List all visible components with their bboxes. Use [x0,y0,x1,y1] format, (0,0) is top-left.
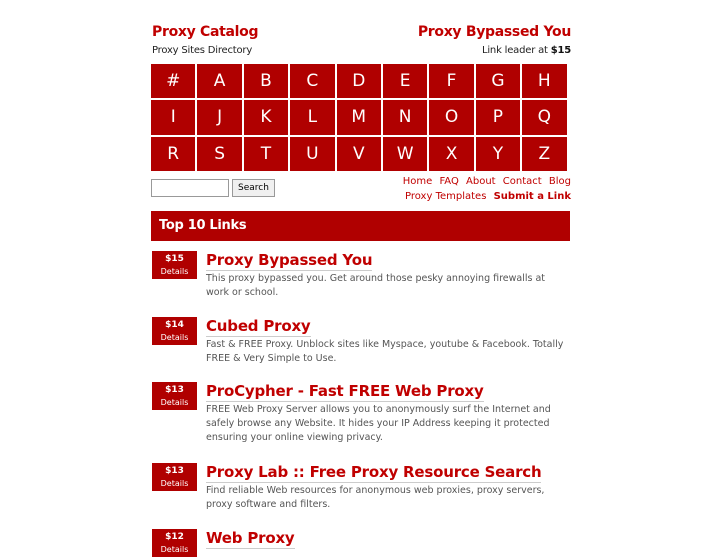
featured-link[interactable]: Proxy Bypassed You [417,24,571,40]
letter-cell[interactable]: W [383,137,427,171]
letter-cell[interactable]: Q [522,100,566,134]
letter-cell[interactable]: D [337,64,381,98]
letter-cell[interactable]: I [151,100,195,134]
letter-cell[interactable]: K [244,100,288,134]
nav-row-2 [399,189,571,204]
price-label: $12 [165,532,184,542]
price-label: $13 [165,466,184,476]
price-label: $15 [165,254,184,264]
page-container [151,0,571,554]
letter-cell[interactable]: X [429,137,473,171]
alphabet-grid [151,64,569,171]
details-link[interactable]: Details [160,267,189,276]
nav-about[interactable]: About [466,176,496,187]
price-badge[interactable] [152,251,197,279]
letter-cell[interactable]: # [151,64,195,98]
letter-cell[interactable]: C [290,64,334,98]
price-badge[interactable] [152,317,197,345]
nav-home[interactable]: Home [402,176,433,187]
search-button[interactable]: Search [232,179,275,197]
letter-cell[interactable]: G [476,64,520,98]
search-input[interactable] [151,179,229,197]
letter-cell[interactable]: H [522,64,566,98]
letter-cell[interactable]: J [197,100,241,134]
link-description: FREE Web Proxy Server allows you to anonymously surf the Internet and safely browse any Website. It hides your IP Address keeping it protected ensuring your online viewing privacy. [206,404,551,443]
price-badge[interactable] [152,382,197,410]
site-subtitle: Proxy Sites Directory [152,45,253,56]
nav-faq[interactable]: FAQ [439,176,459,187]
letter-cell[interactable]: E [383,64,427,98]
link-description: Fast & FREE Proxy. Unblock sites like Myspace, youtube & Facebook. Totally FREE & Very Simple to Use. [206,339,564,364]
link-description: Find reliable Web resources for anonymous web proxies, proxy servers, proxy software and filters. [206,485,545,510]
nav-proxy-templates[interactable]: Proxy Templates [405,191,487,202]
letter-cell[interactable]: R [151,137,195,171]
letter-cell[interactable]: L [290,100,334,134]
featured-sub-price: $15 [550,45,571,56]
price-badge[interactable] [152,529,197,557]
link-title[interactable]: Proxy Bypassed You [206,251,373,269]
letter-cell[interactable]: T [244,137,288,171]
search-nav-row [151,174,571,206]
link-title[interactable]: Cubed Proxy [206,317,311,335]
nav-submit-link[interactable]: Submit a Link [493,191,571,202]
letter-cell[interactable]: U [290,137,334,171]
letter-cell[interactable]: F [429,64,473,98]
price-badge[interactable] [152,463,197,491]
link-description: This proxy bypassed you. Get around those pesky annoying firewalls at work or school. [206,273,546,298]
letter-cell[interactable]: Y [476,137,520,171]
nav-contact[interactable]: Contact [502,176,542,187]
section-title: Top 10 Links [151,211,570,241]
letter-cell[interactable]: M [337,100,381,134]
featured-subtitle [482,45,571,56]
details-link[interactable]: Details [160,545,189,554]
price-label: $13 [165,385,184,395]
letter-cell[interactable]: B [244,64,288,98]
header [151,0,571,62]
nav-row-1 [399,174,571,189]
letter-cell[interactable]: P [476,100,520,134]
nav-blog[interactable]: Blog [548,176,571,187]
site-title-link[interactable]: Proxy Catalog [152,24,259,40]
link-title[interactable]: Web Proxy [206,529,295,547]
link-title[interactable]: Proxy Lab :: Free Proxy Resource Search [206,463,542,481]
letter-cell[interactable]: N [383,100,427,134]
details-link[interactable]: Details [160,333,189,342]
letter-cell[interactable]: S [197,137,241,171]
letter-cell[interactable]: O [429,100,473,134]
featured-sub-prefix: Link leader at [481,45,551,56]
letter-cell[interactable]: V [337,137,381,171]
letter-cell[interactable]: A [197,64,241,98]
details-link[interactable]: Details [160,479,189,488]
details-link[interactable]: Details [160,398,189,407]
link-title[interactable]: ProCypher - Fast FREE Web Proxy [206,382,484,400]
letter-cell[interactable]: Z [522,137,566,171]
top-nav [399,174,571,204]
price-label: $14 [165,320,184,330]
